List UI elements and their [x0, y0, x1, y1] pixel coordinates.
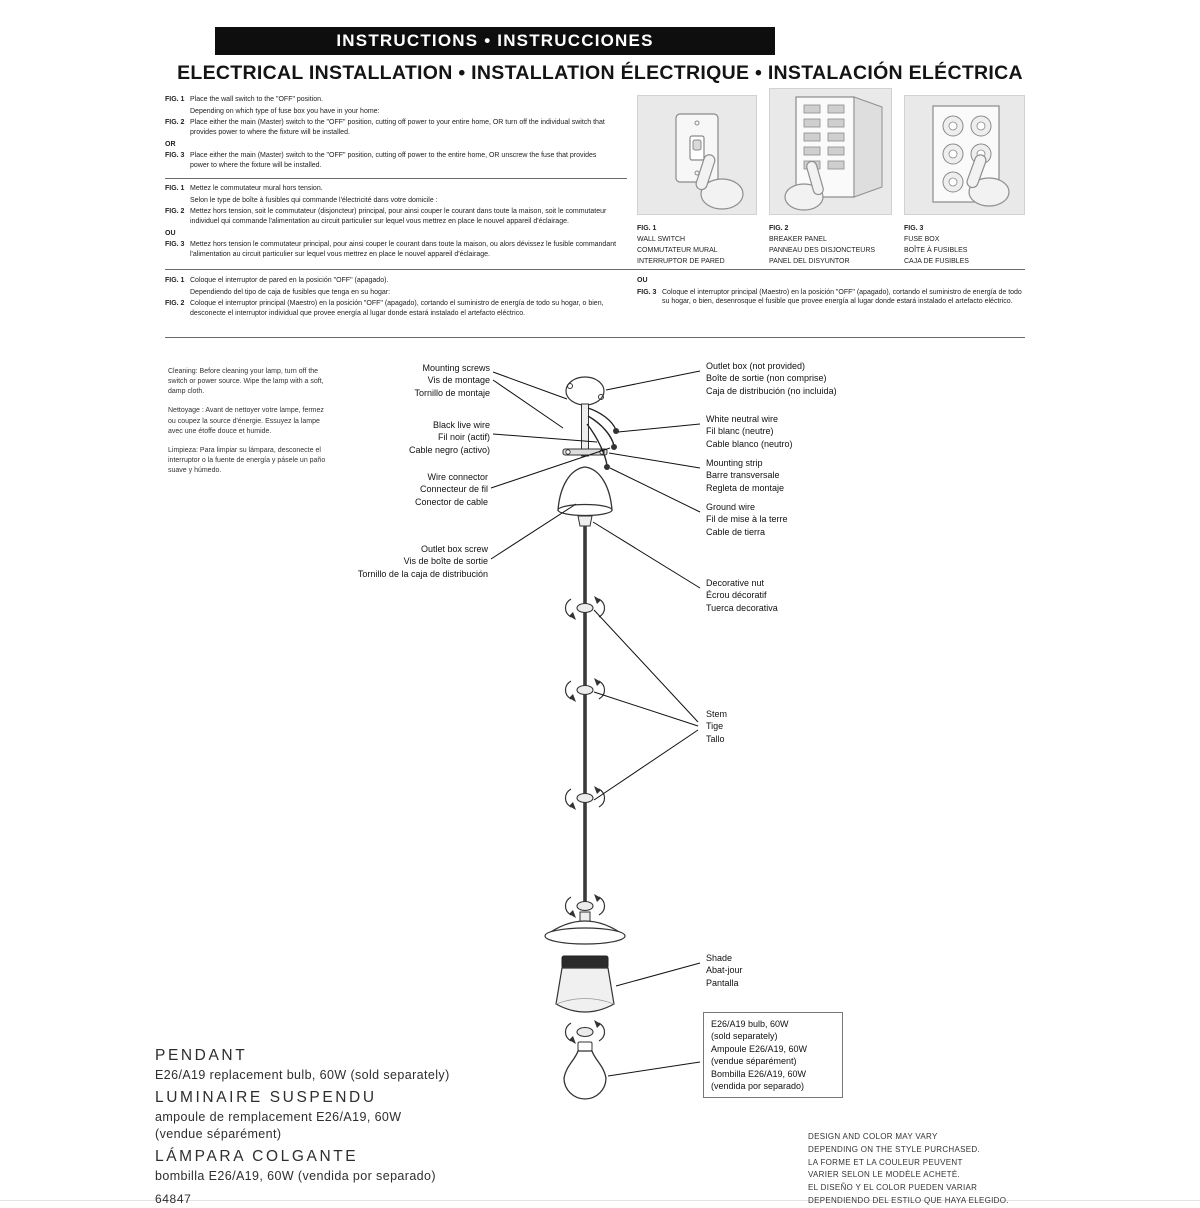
- fig3-caption-es: CAJA DE FUSIBLES: [904, 257, 969, 265]
- cleaning-es: Limpieza: Para limpiar su lámpara, desconecte el interruptor o la fuente de energía y pásele un paño suave y húmedo.: [168, 446, 326, 475]
- label-line: E26/A19 bulb, 60W: [711, 1019, 789, 1029]
- label-line: Regleta de montaje: [706, 482, 785, 493]
- label-bulb: [703, 1012, 843, 1098]
- fig-ref: [165, 288, 190, 298]
- leader-lines: [491, 371, 700, 1076]
- fig2-caption-fr: PANNEAU DES DISJONCTEURS: [769, 246, 876, 254]
- instruction-text: [662, 276, 1025, 286]
- label-line: Conector de cable: [414, 496, 488, 507]
- label-white-neutral-wire: [706, 413, 866, 450]
- cleaning-note: [168, 367, 330, 485]
- label-line: Black live wire: [432, 420, 490, 430]
- product-name-es: LÁMPARA COLGANTE: [155, 1148, 359, 1165]
- label-line: Cable de tierra: [706, 526, 766, 537]
- label-wire-connector: [338, 471, 488, 508]
- label-outlet-box: [706, 360, 876, 397]
- product-block: [155, 1040, 635, 1206]
- stem-drawing: [565, 526, 604, 918]
- note-line: DEPENDING ON THE STYLE PURCHASED.: [808, 1144, 981, 1154]
- instruction-text: [190, 140, 615, 150]
- instruction-text: Place either the main (Master) switch to the "OFF" position, cutting off power to your entire home, OR turn off the individual switch that provides power to where the fixture will be installed.: [190, 119, 605, 136]
- label-line: Tige: [706, 721, 724, 732]
- fig3-caption-label: FIG. 3: [904, 225, 924, 232]
- label-line: Cable negro (activo): [408, 444, 490, 455]
- instruction-row: [165, 240, 627, 259]
- instruction-text: Depending on which type of fuse box you have in your home:: [190, 107, 380, 115]
- label-line: (vendue séparément): [711, 1056, 797, 1067]
- fig3-fuse-box-illustration: [904, 95, 1025, 215]
- divider: [165, 337, 1025, 338]
- label-shade: [706, 952, 826, 989]
- label-black-live-wire: [340, 419, 490, 456]
- shade-drawing: [545, 912, 625, 1012]
- instruction-text: Place the wall switch to the "OFF" position.: [190, 96, 323, 103]
- fig-ref: FIG. 1: [165, 185, 185, 192]
- design-variation-note: [808, 1131, 1068, 1208]
- instruction-row: [165, 184, 627, 194]
- label-line: Tallo: [706, 733, 725, 744]
- fig1-caption-en: WALL SWITCH: [637, 235, 686, 243]
- fig3-caption-en: FUSE BOX: [904, 235, 940, 243]
- divider: [165, 269, 1025, 270]
- instructions-english: [165, 95, 615, 173]
- instruction-row: [165, 196, 627, 206]
- fig-ref: FIG. 3: [637, 288, 657, 296]
- fuse-box-icon: [905, 96, 1024, 214]
- fig1-wall-switch-illustration: [637, 95, 757, 215]
- instruction-row: [165, 140, 615, 150]
- product-sub-fr-2: (vendue séparément): [155, 1127, 282, 1141]
- label-line: White neutral wire: [706, 414, 779, 424]
- model-number: 64847: [155, 1192, 192, 1206]
- product-name-fr: LUMINAIRE SUSPENDU: [155, 1089, 377, 1106]
- product-sub-fr-1: ampoule de remplacement E26/A19, 60W: [155, 1110, 402, 1124]
- instructions-french: [165, 184, 627, 262]
- note-line: LA FORME ET LA COULEUR PEUVENT: [808, 1157, 963, 1167]
- label-line: Connecteur de fil: [419, 484, 488, 495]
- label-line: Fil blanc (neutre): [706, 426, 774, 437]
- label-line: Tornillo de montaje: [414, 387, 490, 398]
- instruction-row: [165, 107, 615, 117]
- label-mounting-strip: [706, 457, 866, 494]
- instruction-row: [165, 95, 615, 105]
- instructions-spanish-right: [637, 276, 1025, 309]
- label-line: Vis de boîte de sortie: [403, 556, 488, 567]
- fig-ref: FIG. 3: [165, 152, 185, 160]
- instruction-row: [165, 151, 615, 170]
- fig-ref: FIG. 2: [165, 119, 185, 127]
- label-line: (vendida por separado): [711, 1081, 805, 1092]
- label-line: Écrou décoratif: [706, 590, 767, 601]
- label-line: Tornillo de la caja de distribución: [357, 568, 488, 579]
- label-decorative-nut: [706, 577, 866, 614]
- fig-ref: [165, 107, 190, 117]
- label-stem: [706, 708, 826, 745]
- instruction-text: Coloque el interruptor principal (Maestro) en la posición "OFF" (apagado), cortando el suministro de energía de todo su hogar, o bien, desenrosque el fusible que provee energía al lugar donde estará instalado el artefacto eléctrico.: [662, 288, 1022, 306]
- instruction-text: Mettez le commutateur mural hors tension.: [190, 185, 323, 192]
- label-line: Caja de distribución (no incluida): [706, 385, 837, 396]
- mounting-strip-drawing: [563, 404, 607, 456]
- label-line: Pantalla: [706, 977, 739, 988]
- or-separator: OR: [165, 140, 176, 148]
- fig1-caption: [637, 224, 767, 267]
- cleaning-en: Cleaning: Before cleaning your lamp, turn off the switch or power source. Wipe the lamp with a soft, damp cloth.: [168, 368, 324, 396]
- instruction-text: Place either the main (Master) switch to the "OFF" position, cutting off power to the entire home, OR unscrew the fuse that provides power to where the fixture will be installed.: [190, 152, 597, 169]
- label-line: Vis de montage: [427, 375, 490, 386]
- product-sub-es: bombilla E26/A19, 60W (vendida por separado): [155, 1169, 436, 1183]
- instruction-text: Mettez hors tension, soit le commutateur (disjoncteur) principal, pour ainsi couper le courant dans toute la maison, soit le commutateur individuel qui commande l'alimentation au circuit particulier sur lequel vous mettrez en place le nouvel appareil d'éclairage.: [190, 208, 607, 225]
- fig3-caption: [904, 224, 1034, 267]
- fig3-caption-fr: BOÎTE À FUSIBLES: [904, 246, 968, 254]
- fig1-caption-es: INTERRUPTOR DE PARED: [637, 257, 725, 265]
- label-line: Mounting screws: [422, 363, 490, 373]
- label-outlet-box-screw: [300, 543, 488, 580]
- product-sub-en: E26/A19 replacement bulb, 60W (sold separately): [155, 1068, 450, 1082]
- instruction-text: [190, 229, 627, 239]
- instruction-row: [165, 299, 615, 318]
- fig-ref: FIG. 3: [165, 241, 185, 249]
- instructions-spanish-left: [165, 276, 615, 321]
- fig-ref: FIG. 1: [165, 277, 185, 284]
- label-line: Stem: [706, 709, 728, 719]
- label-line: Ampoule E26/A19, 60W: [711, 1043, 808, 1054]
- fig1-caption-label: FIG. 1: [637, 225, 657, 232]
- fig2-caption-en: BREAKER PANEL: [769, 235, 827, 243]
- fig2-breaker-panel-illustration: [769, 88, 892, 215]
- wires-drawing: [587, 408, 619, 470]
- label-line: Ground wire: [706, 502, 756, 512]
- label-line: Tuerca decorativa: [706, 602, 778, 613]
- label-mounting-screws: [340, 362, 490, 399]
- instruction-row: [165, 288, 615, 298]
- breaker-panel-icon: [770, 89, 891, 214]
- fig1-caption-fr: COMMUTATEUR MURAL: [637, 246, 718, 254]
- product-name-en: PENDANT: [155, 1047, 248, 1064]
- note-line: DEPENDIENDO DEL ESTILO QUE HAYA ELEGIDO.: [808, 1195, 1009, 1205]
- label-line: Decorative nut: [706, 578, 765, 588]
- instruction-row: [165, 118, 615, 137]
- canopy-drawing: [558, 467, 612, 526]
- label-line: Shade: [706, 953, 733, 963]
- fig-ref: FIG. 2: [165, 208, 185, 216]
- label-ground-wire: [706, 501, 866, 538]
- instruction-row: [637, 288, 1025, 307]
- divider: [165, 178, 627, 179]
- instruction-row: [165, 229, 627, 239]
- fig-ref: FIG. 1: [165, 96, 185, 103]
- label-line: Barre transversale: [706, 470, 780, 481]
- wall-switch-icon: [638, 96, 756, 214]
- instruction-row: [165, 207, 627, 226]
- label-line: Bombilla E26/A19, 60W: [711, 1068, 807, 1079]
- label-line: Mounting strip: [706, 458, 763, 468]
- label-line: (sold separately): [711, 1031, 778, 1042]
- label-line: Boîte de sortie (non comprise): [706, 373, 827, 384]
- label-line: Outlet box (not provided): [706, 361, 806, 371]
- outlet-box-drawing: [566, 377, 604, 405]
- fig-ref: [165, 196, 190, 206]
- fig-ref: FIG. 2: [165, 300, 185, 308]
- note-line: VARIER SELON LE MODÈLE ACHETÉ.: [808, 1170, 961, 1180]
- instruction-text: Selon le type de boîte à fusibles qui commande l'électricité dans votre domicile :: [190, 196, 438, 204]
- or-separator: OU: [165, 229, 176, 237]
- instruction-text: Mettez hors tension le commutateur principal, pour ainsi couper le courant dans toute la maison, ou alors dévissez le fusible commandant l'alimentation au circuit particulier sur lequel vous mettrez en place le nouvel appareil d'éclairage.: [190, 241, 617, 258]
- fig2-caption-es: PANEL DEL DISYUNTOR: [769, 257, 850, 265]
- label-line: Abat-jour: [706, 965, 743, 976]
- note-line: EL DISEÑO Y EL COLOR PUEDEN VARIAR: [808, 1183, 978, 1193]
- fig2-caption: [769, 224, 903, 267]
- or-separator: OU: [637, 277, 648, 284]
- label-line: Fil de mise à la terre: [706, 514, 788, 525]
- note-line: DESIGN AND COLOR MAY VARY: [808, 1132, 938, 1141]
- instruction-text: Coloque el interruptor principal (Maestro) en la posición "OFF" (apagado), cortando el suministro de energía de todo su hogar, o bien, desconecte el interruptor individual que provee energía al lugar donde estará instalado el artefacto eléctrico.: [190, 300, 604, 317]
- instruction-text: Dependiendo del tipo de caja de fusibles que tenga en su hogar:: [190, 288, 391, 296]
- instruction-text: Coloque el interruptor de pared en la posición "OFF" (apagado).: [190, 277, 389, 284]
- section-title: ELECTRICAL INSTALLATION • INSTALLATION ÉLECTRIQUE • INSTALACIÓN ELÉCTRICA: [177, 62, 1023, 84]
- fig2-caption-label: FIG. 2: [769, 225, 789, 232]
- instructions-banner: INSTRUCTIONS • INSTRUCCIONES: [215, 27, 775, 55]
- instruction-row: [165, 276, 615, 286]
- label-line: Outlet box screw: [420, 544, 488, 554]
- label-line: Wire connector: [427, 472, 488, 482]
- label-line: Fil noir (actif): [437, 432, 490, 443]
- instruction-row: [637, 276, 1025, 286]
- cleaning-fr: Nettoyage : Avant de nettoyer votre lampe, fermez ou coupez la source d'énergie. Essuyez la lampe avec une étoffe douce et humide.: [168, 407, 324, 435]
- label-line: Cable blanco (neutro): [706, 438, 793, 449]
